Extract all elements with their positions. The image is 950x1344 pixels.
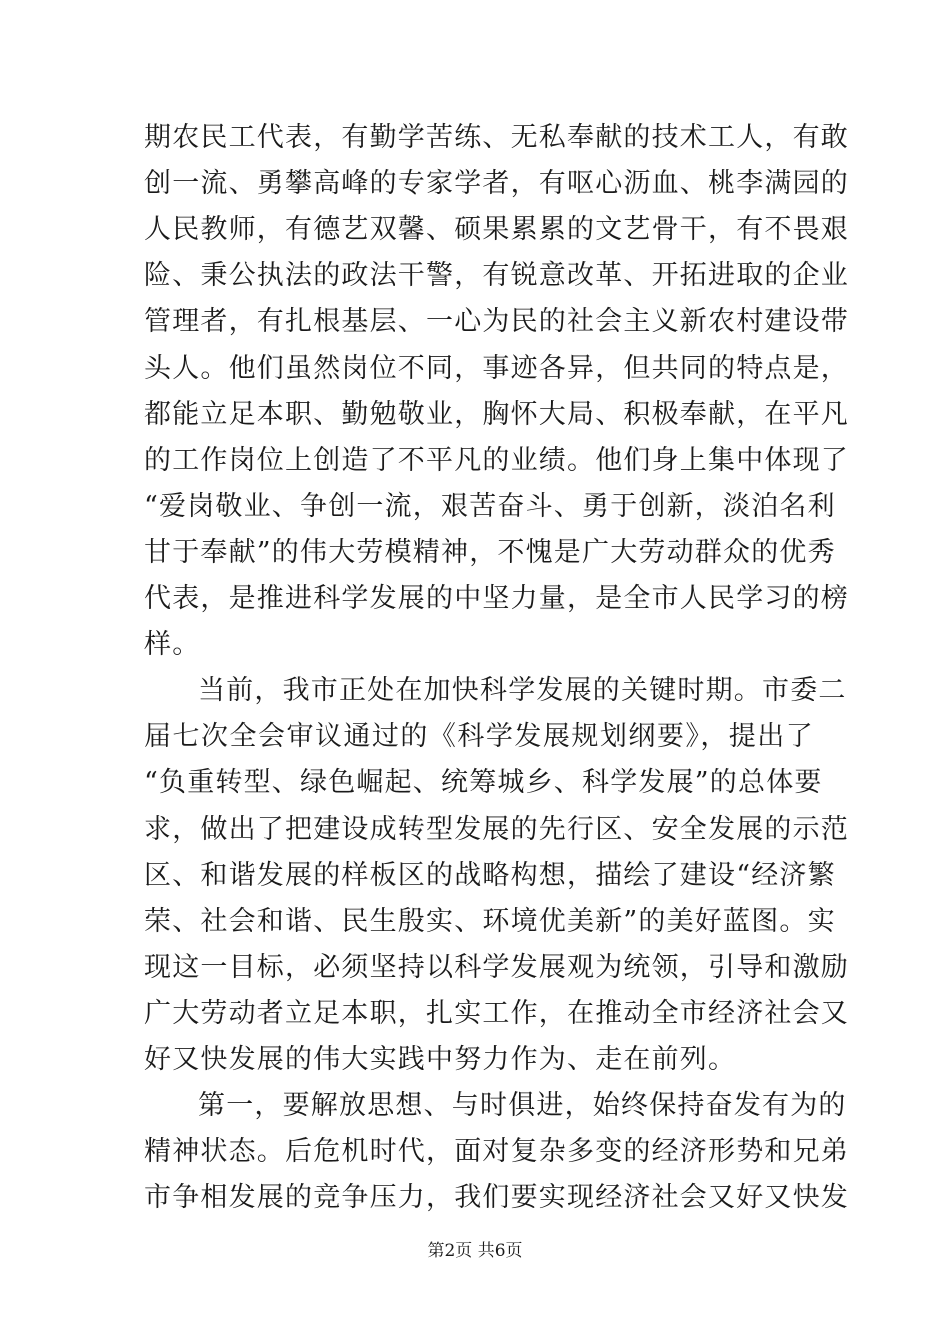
text-line: 管理者，有扎根基层、一心为民的社会主义新农村建设带 [144,306,849,338]
text-line: 都能立足本职、勤勉敬业，胸怀大局、积极奉献，在平凡 [144,398,849,430]
text-line: 届七次全会审议通过的《科学发展规划纲要》，提出了 [144,721,814,753]
text-line: 的工作岗位上创造了不平凡的业绩。他们身上集中体现了 [144,444,849,476]
text-line: 好又快发展的伟大实践中努力作为、走在前列。 [144,1044,737,1075]
text-line: 当前，我市正处在加快科学发展的关键时期。市委二 [198,675,847,707]
text-line: 期农民工代表，有勤学苦练、无私奉献的技术工人，有敢 [144,122,849,153]
text-line: 人民教师，有德艺双馨、硕果累累的文艺骨干，有不畏艰 [144,214,849,246]
text-line: 广大劳动者立足本职，扎实工作，在推动全市经济社会又 [144,997,849,1029]
text-line: 现这一目标，必须坚持以科学发展观为统领，引导和激励 [144,951,849,983]
text-line: 险、秉公执法的政法干警，有锐意改革、开拓进取的企业 [144,260,849,292]
text-line: 代表，是推进科学发展的中坚力量，是全市人民学习的榜 [144,583,849,614]
text-line: 样。 [144,629,201,661]
text-line: 创一流、勇攀高峰的专家学者，有呕心沥血、桃李满园的 [144,168,849,200]
text-line: 区、和谐发展的样板区的战略构想，描绘了建设“经济繁 [144,859,836,891]
text-line: 精神状态。后危机时代，面对复杂多变的经济形势和兄弟 [144,1136,849,1168]
text-line: 荣、社会和谐、民生殷实、环境优美新”的美好蓝图。实 [144,905,836,937]
text-line: 甘于奉献”的伟大劳模精神，不愧是广大劳动群众的优秀 [144,536,836,568]
text-line: 市争相发展的竞争压力，我们要实现经济社会又好又快发 [144,1182,849,1214]
text-line: “爱岗敬业、争创一流，艰苦奋斗、勇于创新，淡泊名利 [144,490,836,522]
text-line: 求，做出了把建设成转型发展的先行区、安全发展的示范 [144,813,849,845]
text-line: 头人。他们虽然岗位不同，事迹各异，但共同的特点是， [144,352,849,384]
text-line: “负重转型、绿色崛起、统筹城乡、科学发展”的总体要 [144,767,823,799]
page-footer: 第2页 共6页 [427,1241,523,1261]
text-line: 第一，要解放思想、与时俱进，始终保持奋发有为的 [198,1090,847,1122]
